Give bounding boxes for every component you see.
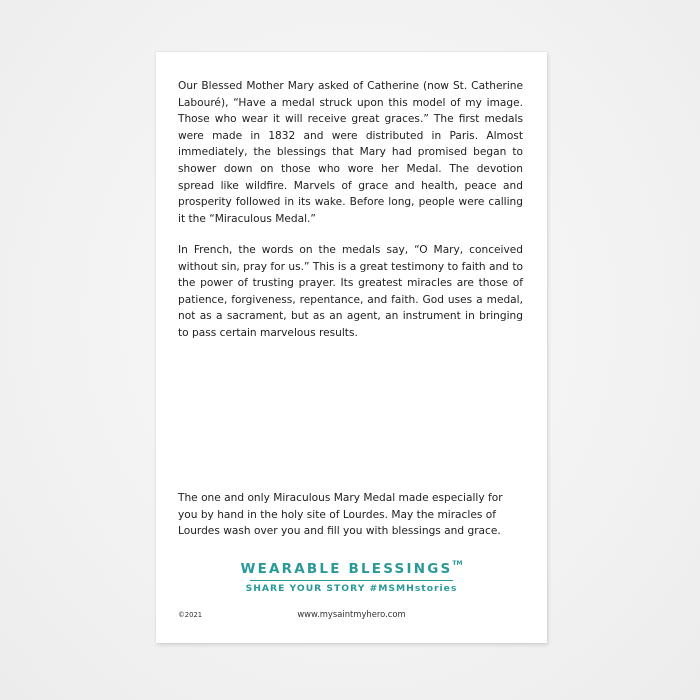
prayer-card — [156, 52, 547, 643]
trademark-mark: TM — [452, 560, 463, 567]
card-paragraph-history: Our Blessed Mother Mary asked of Catherine (now St. Catherine Labouré), “Have a medal struck upon this model of my image. Those who wear it will receive great graces.” The first medals were made in 1832 and were distributed in Paris. Almost immediately, the blessings that Mary had promised began to shower down on those who wore her Medal. The devotion spread like wildfire. Marvels of grace and health, peace and prosperity followed in its wake. Before long, people were calling it the “Miraculous Medal.” — [178, 80, 523, 225]
copyright-text: ©2021 — [178, 611, 203, 619]
brand-divider-line — [250, 580, 453, 581]
website-url: www.mysaintmyhero.com — [297, 609, 406, 619]
brand-logo-title — [156, 561, 547, 577]
card-paragraph-lourdes: The one and only Miraculous Mary Medal made especially for you by hand in the holy site of Lourdes. May the miracles of Lourdes wash over you and fill you with blessings and grace. — [178, 492, 503, 538]
card-paragraph-meaning: In French, the words on the medals say, “O Mary, conceived without sin, pray for us.” This is a great testimony to faith and to the power of trusting prayer. Its greatest miracles are those of patience, forgiveness, repentance, and faith. God uses a medal, not as a sacrament, but as an agent, an instrument in bringing to pass certain marvelous results. — [178, 244, 523, 339]
brand-title-text: WEARABLE BLESSINGS — [240, 561, 453, 577]
brand-tagline: SHARE YOUR STORY #MSMHstories — [245, 583, 458, 594]
